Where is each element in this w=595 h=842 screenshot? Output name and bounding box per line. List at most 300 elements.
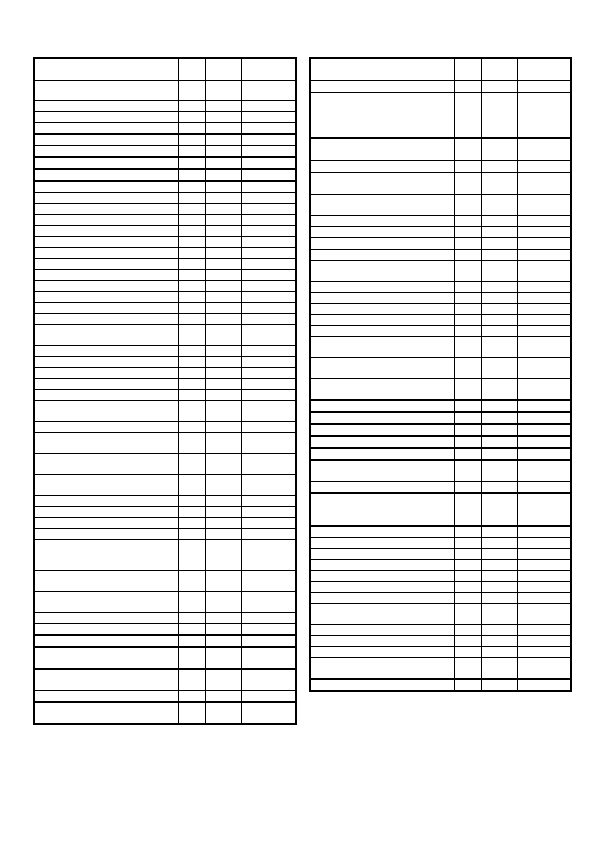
right-table-cell	[310, 315, 454, 326]
left-table-row	[34, 368, 296, 379]
left-table-cell	[205, 181, 241, 193]
left-table-cell	[178, 292, 205, 303]
left-table-cell	[205, 454, 241, 475]
right-table-cell	[517, 582, 571, 593]
right-table-cell	[310, 261, 454, 282]
right-table-cell	[454, 173, 481, 195]
left-table-cell	[34, 281, 178, 292]
left-table-cell	[241, 204, 296, 215]
right-table-cell	[517, 412, 571, 424]
left-table-cell	[178, 540, 205, 571]
right-table-cell	[454, 358, 481, 379]
left-table-cell	[34, 112, 178, 123]
right-table-cell	[517, 636, 571, 647]
left-table-cell	[205, 669, 241, 691]
right-table-cell	[517, 625, 571, 636]
left-table-cell	[241, 647, 296, 669]
left-table-cell	[178, 571, 205, 592]
left-table-cell	[205, 529, 241, 540]
left-table-cell	[34, 647, 178, 669]
left-table-row	[34, 647, 296, 669]
left-table-cell	[205, 624, 241, 636]
left-table-cell	[205, 123, 241, 135]
left-table-row	[34, 669, 296, 691]
right-form-table	[309, 57, 572, 692]
left-table-cell	[178, 169, 205, 181]
right-table-cell	[481, 161, 517, 173]
right-table-row	[310, 424, 571, 436]
left-table-cell	[205, 571, 241, 592]
right-table-cell	[310, 326, 454, 337]
right-table-row	[310, 216, 571, 227]
right-table-cell	[517, 261, 571, 282]
left-table-cell	[205, 635, 241, 647]
left-table-cell	[205, 422, 241, 433]
left-table-row	[34, 518, 296, 529]
left-table-cell	[241, 507, 296, 518]
right-table-cell	[310, 400, 454, 412]
right-table-cell	[454, 238, 481, 250]
left-table-row	[34, 81, 296, 101]
right-table-cell	[481, 625, 517, 636]
left-table-row	[34, 270, 296, 281]
left-table-cell	[34, 181, 178, 193]
right-table-cell	[454, 379, 481, 401]
left-table-cell	[178, 226, 205, 237]
left-table-row	[34, 529, 296, 540]
left-table-cell	[205, 226, 241, 237]
right-table-row	[310, 604, 571, 625]
left-table-cell	[34, 422, 178, 433]
right-table-row	[310, 625, 571, 636]
right-table-row	[310, 679, 571, 691]
left-table-cell	[205, 647, 241, 669]
left-table-cell	[241, 215, 296, 226]
left-table-cell	[34, 433, 178, 454]
right-table-cell	[310, 250, 454, 261]
left-table-cell	[241, 390, 296, 401]
left-table-cell	[34, 401, 178, 422]
left-table-row	[34, 691, 296, 703]
right-table-cell	[310, 560, 454, 571]
left-form-table	[33, 57, 297, 725]
left-table-row	[34, 325, 296, 346]
left-table-row	[34, 314, 296, 325]
right-table-row	[310, 482, 571, 494]
right-table-row	[310, 161, 571, 173]
right-table-cell	[454, 282, 481, 293]
right-table-cell	[310, 593, 454, 604]
left-table-cell	[241, 123, 296, 135]
left-table-row	[34, 58, 296, 81]
right-table-cell	[310, 538, 454, 549]
left-table-cell	[241, 691, 296, 703]
left-table-cell	[241, 571, 296, 592]
left-table-cell	[178, 454, 205, 475]
left-table-row	[34, 112, 296, 123]
right-table-row	[310, 195, 571, 216]
left-table-row	[34, 624, 296, 636]
left-table-row	[34, 204, 296, 215]
left-table-cell	[241, 433, 296, 454]
left-table-cell	[178, 422, 205, 433]
left-table-row	[34, 193, 296, 204]
left-table-row	[34, 496, 296, 507]
left-table-cell	[178, 112, 205, 123]
right-table-cell	[517, 571, 571, 582]
right-table-cell	[481, 93, 517, 139]
left-table-cell	[241, 101, 296, 112]
right-table-cell	[310, 647, 454, 658]
left-table-cell	[241, 346, 296, 357]
left-table-cell	[241, 81, 296, 101]
right-table-cell	[517, 293, 571, 304]
right-table-cell	[454, 400, 481, 412]
left-table-cell	[178, 691, 205, 703]
right-table-cell	[481, 195, 517, 216]
left-table-cell	[34, 292, 178, 303]
left-table-cell	[178, 314, 205, 325]
left-table-cell	[178, 123, 205, 135]
left-table-cell	[34, 613, 178, 624]
right-table-cell	[517, 326, 571, 337]
left-table-cell	[34, 325, 178, 346]
left-table-cell	[205, 496, 241, 507]
right-table-cell	[481, 493, 517, 526]
left-table-cell	[205, 146, 241, 158]
left-table-cell	[178, 81, 205, 101]
right-table-cell	[517, 58, 571, 81]
right-table-cell	[310, 337, 454, 358]
left-table-cell	[34, 475, 178, 496]
right-table-cell	[481, 326, 517, 337]
right-table-cell	[454, 315, 481, 326]
left-table-cell	[34, 58, 178, 81]
left-table-cell	[205, 237, 241, 248]
right-table-cell	[481, 636, 517, 647]
right-table-cell	[310, 379, 454, 401]
left-table-cell	[241, 613, 296, 624]
right-table-cell	[517, 379, 571, 401]
left-table-row	[34, 357, 296, 368]
left-table-cell	[34, 379, 178, 390]
left-table-cell	[241, 303, 296, 314]
left-table-cell	[178, 702, 205, 724]
left-table-cell	[205, 592, 241, 613]
right-table-cell	[310, 161, 454, 173]
left-table-cell	[205, 518, 241, 529]
right-table-cell	[517, 593, 571, 604]
left-table-cell	[34, 592, 178, 613]
left-table-cell	[178, 669, 205, 691]
left-table-cell	[241, 357, 296, 368]
left-table-cell	[178, 134, 205, 146]
left-table-cell	[178, 624, 205, 636]
left-table-cell	[178, 157, 205, 169]
right-table-cell	[454, 293, 481, 304]
left-table-cell	[241, 181, 296, 193]
right-table-cell	[481, 526, 517, 538]
left-table-row	[34, 123, 296, 135]
left-table-row	[34, 507, 296, 518]
left-table-row	[34, 592, 296, 613]
right-table-cell	[310, 358, 454, 379]
left-table-cell	[241, 401, 296, 422]
right-table-cell	[517, 93, 571, 139]
left-table-cell	[178, 303, 205, 314]
left-table-cell	[178, 613, 205, 624]
right-table-cell	[454, 195, 481, 216]
right-table-cell	[310, 138, 454, 161]
right-table-cell	[481, 250, 517, 261]
left-table-cell	[34, 571, 178, 592]
left-table-row	[34, 401, 296, 422]
left-table-cell	[205, 401, 241, 422]
right-table-cell	[517, 315, 571, 326]
right-table-row	[310, 337, 571, 358]
left-table-row	[34, 226, 296, 237]
left-table-cell	[178, 181, 205, 193]
left-table-cell	[178, 204, 205, 215]
left-table-cell	[241, 112, 296, 123]
right-table-cell	[481, 560, 517, 571]
left-table-cell	[205, 259, 241, 270]
left-table-row	[34, 259, 296, 270]
left-table-cell	[241, 134, 296, 146]
left-table-cell	[34, 146, 178, 158]
right-table-cell	[517, 400, 571, 412]
right-table-cell	[454, 549, 481, 560]
left-table-cell	[241, 270, 296, 281]
right-table-cell	[310, 293, 454, 304]
right-table-row	[310, 315, 571, 326]
right-table-row	[310, 538, 571, 549]
left-table-cell	[34, 346, 178, 357]
right-table-cell	[481, 412, 517, 424]
left-table-cell	[241, 292, 296, 303]
left-table-cell	[178, 281, 205, 292]
left-table-cell	[34, 123, 178, 135]
left-table-cell	[241, 379, 296, 390]
left-table-cell	[205, 540, 241, 571]
right-table-cell	[454, 625, 481, 636]
left-table-cell	[205, 702, 241, 724]
left-table-cell	[178, 529, 205, 540]
right-table-cell	[481, 424, 517, 436]
left-table-row	[34, 134, 296, 146]
left-table-row	[34, 292, 296, 303]
left-table-row	[34, 237, 296, 248]
right-table-cell	[454, 216, 481, 227]
right-table-cell	[517, 161, 571, 173]
right-table-cell	[454, 93, 481, 139]
left-table-cell	[178, 270, 205, 281]
right-table-cell	[517, 424, 571, 436]
left-table-cell	[205, 346, 241, 357]
right-table-cell	[310, 424, 454, 436]
left-table-cell	[205, 112, 241, 123]
right-table-cell	[481, 436, 517, 448]
right-table-cell	[517, 604, 571, 625]
right-table-cell	[454, 412, 481, 424]
right-table-cell	[481, 81, 517, 93]
right-table-cell	[454, 593, 481, 604]
left-table-cell	[205, 379, 241, 390]
left-table-cell	[205, 58, 241, 81]
right-table-cell	[481, 400, 517, 412]
left-table-cell	[241, 624, 296, 636]
right-table-cell	[310, 238, 454, 250]
left-table-cell	[241, 635, 296, 647]
right-table-cell	[310, 658, 454, 680]
left-table-row	[34, 157, 296, 169]
left-table-cell	[178, 346, 205, 357]
left-table-cell	[205, 169, 241, 181]
right-table-row	[310, 379, 571, 401]
left-table-cell	[241, 529, 296, 540]
left-table-cell	[241, 592, 296, 613]
right-table-cell	[481, 379, 517, 401]
left-table-cell	[178, 401, 205, 422]
left-table-cell	[178, 325, 205, 346]
left-table-cell	[178, 433, 205, 454]
right-table-cell	[454, 81, 481, 93]
right-table-cell	[310, 412, 454, 424]
left-table-row	[34, 101, 296, 112]
left-table-cell	[205, 303, 241, 314]
left-table-cell	[205, 613, 241, 624]
right-table-cell	[454, 658, 481, 680]
right-table-cell	[310, 636, 454, 647]
left-table-row	[34, 169, 296, 181]
right-table-cell	[310, 571, 454, 582]
right-table-row	[310, 173, 571, 195]
right-table-cell	[517, 647, 571, 658]
right-table-cell	[517, 304, 571, 315]
left-table-row	[34, 281, 296, 292]
right-table-cell	[454, 604, 481, 625]
right-table-cell	[481, 216, 517, 227]
left-table-row	[34, 248, 296, 259]
right-table-row	[310, 238, 571, 250]
left-table-cell	[178, 518, 205, 529]
right-table-row	[310, 571, 571, 582]
left-table-row	[34, 540, 296, 571]
left-table-cell	[34, 237, 178, 248]
left-table-cell	[34, 259, 178, 270]
right-table-cell	[310, 282, 454, 293]
right-table-cell	[481, 460, 517, 482]
left-table-cell	[34, 157, 178, 169]
right-table-cell	[481, 304, 517, 315]
left-table-cell	[34, 204, 178, 215]
left-table-cell	[205, 134, 241, 146]
right-table-cell	[310, 625, 454, 636]
left-table-cell	[205, 101, 241, 112]
left-table-cell	[34, 101, 178, 112]
right-table-cell	[517, 549, 571, 560]
left-table-cell	[241, 496, 296, 507]
right-table-cell	[454, 304, 481, 315]
right-table-row	[310, 526, 571, 538]
right-table-cell	[481, 337, 517, 358]
right-table-cell	[481, 227, 517, 238]
left-table-cell	[34, 357, 178, 368]
left-table-cell	[34, 270, 178, 281]
right-table-row	[310, 658, 571, 680]
right-table-row	[310, 93, 571, 139]
right-table-cell	[310, 604, 454, 625]
left-table-cell	[34, 193, 178, 204]
right-table-cell	[517, 138, 571, 161]
right-table-cell	[454, 250, 481, 261]
left-table-cell	[34, 540, 178, 571]
right-table-row	[310, 436, 571, 448]
right-table-cell	[517, 460, 571, 482]
right-table-cell	[454, 424, 481, 436]
left-table-cell	[178, 146, 205, 158]
left-table-row	[34, 454, 296, 475]
left-table-row	[34, 475, 296, 496]
right-table-cell	[517, 195, 571, 216]
right-table-cell	[310, 195, 454, 216]
right-table-cell	[454, 636, 481, 647]
left-table-cell	[34, 624, 178, 636]
left-table-cell	[178, 475, 205, 496]
right-table-cell	[310, 436, 454, 448]
right-table-cell	[481, 571, 517, 582]
left-table-cell	[241, 518, 296, 529]
left-table-cell	[241, 422, 296, 433]
right-table-cell	[454, 337, 481, 358]
right-table-cell	[517, 250, 571, 261]
left-table-cell	[34, 669, 178, 691]
left-table-cell	[241, 314, 296, 325]
right-table-row	[310, 250, 571, 261]
left-table-cell	[241, 702, 296, 724]
right-table-cell	[310, 526, 454, 538]
left-table-cell	[205, 215, 241, 226]
right-table-cell	[481, 261, 517, 282]
left-table-cell	[34, 691, 178, 703]
right-table-cell	[454, 582, 481, 593]
right-table-row	[310, 326, 571, 337]
left-table-row	[34, 303, 296, 314]
right-table-cell	[481, 358, 517, 379]
left-table-cell	[241, 669, 296, 691]
left-table-cell	[205, 193, 241, 204]
right-table-cell	[481, 173, 517, 195]
left-table-cell	[34, 518, 178, 529]
right-table-cell	[517, 658, 571, 680]
right-table-cell	[310, 582, 454, 593]
left-table-row	[34, 215, 296, 226]
right-table-cell	[481, 593, 517, 604]
left-table-row	[34, 146, 296, 158]
right-table-row	[310, 400, 571, 412]
left-table-cell	[34, 702, 178, 724]
right-table-row	[310, 448, 571, 460]
right-table-row	[310, 304, 571, 315]
right-table-cell	[310, 173, 454, 195]
right-table-row	[310, 293, 571, 304]
right-table-cell	[517, 493, 571, 526]
right-table-row	[310, 549, 571, 560]
right-table-cell	[481, 238, 517, 250]
right-table-cell	[481, 138, 517, 161]
right-table-cell	[454, 326, 481, 337]
left-table-row	[34, 181, 296, 193]
